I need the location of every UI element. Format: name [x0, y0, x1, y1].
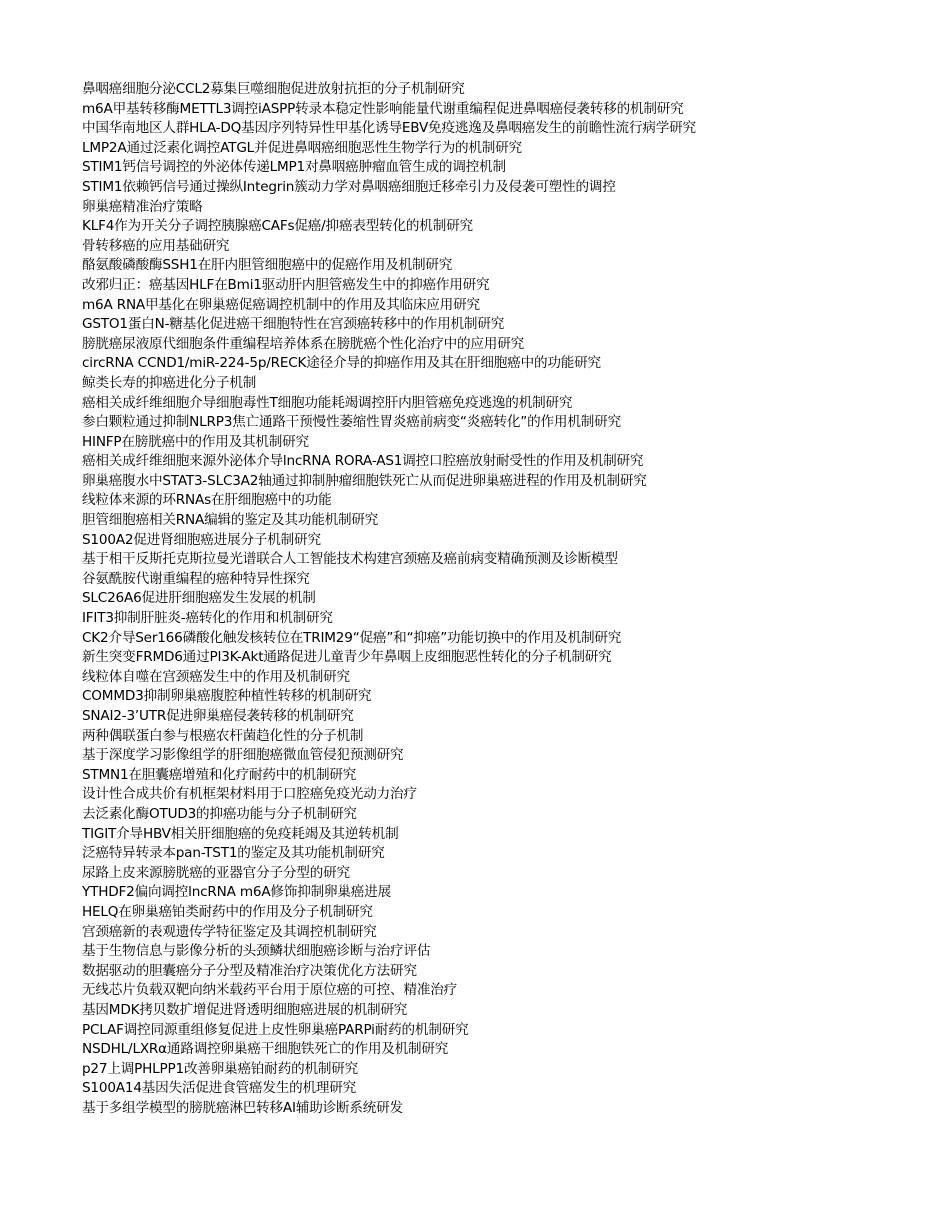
- text-line: STIM1钙信号调控的外泌体传递LMP1对鼻咽癌肿瘤血管生成的调控机制: [82, 159, 506, 176]
- text-line: 泛癌特异转录本pan-TST1的鉴定及其功能机制研究: [82, 845, 385, 862]
- text-line: 线粒体自噬在宫颈癌发生中的作用及机制研究: [82, 668, 350, 685]
- text-line: NSDHL/LXRα通路调控卵巢癌干细胞铁死亡的作用及机制研究: [82, 1041, 449, 1058]
- text-line: 癌相关成纤维细胞来源外泌体介导lncRNA RORA-AS1调控口腔癌放射耐受性的作用及机制研究: [82, 453, 644, 470]
- text-line: 骨转移癌的应用基础研究: [82, 237, 230, 254]
- text-line: HELQ在卵巢癌铂类耐药中的作用及分子机制研究: [82, 903, 373, 920]
- text-line: circRNA CCND1/miR-224-5p/RECK途径介导的抑癌作用及其在肝细胞癌中的功能研究: [82, 355, 601, 372]
- text-line: p27上调PHLPP1改善卵巢癌铂耐药的机制研究: [82, 1060, 359, 1077]
- text-line: PCLAF调控同源重组修复促进上皮性卵巢癌PARPi耐药的机制研究: [82, 1021, 469, 1038]
- text-line: 两种偶联蛋白参与根癌农杆菌趋化性的分子机制: [82, 727, 364, 744]
- text-line: YTHDF2偏向调控lncRNA m6A修饰抑制卵巢癌进展: [82, 884, 391, 901]
- text-line: 卵巢癌腹水中STAT3-SLC3A2轴通过抑制肿瘤细胞铁死亡从而促进卵巢癌进程的作用及机制研究: [82, 472, 647, 489]
- text-line: 中国华南地区人群HLA-DQ基因序列特异性甲基化诱导EBV免疫逃逸及鼻咽癌发生的前瞻性流行病学研究: [82, 120, 696, 137]
- text-line: 数据驱动的胆囊癌分子分型及精准治疗决策优化方法研究: [82, 962, 417, 979]
- text-line: 宫颈癌新的表观遗传学特征鉴定及其调控机制研究: [82, 923, 377, 940]
- text-line: S100A14基因失活促进食管癌发生的机理研究: [82, 1080, 357, 1097]
- text-line: 酪氨酸磷酸酶SSH1在肝内胆管细胞癌中的促癌作用及机制研究: [82, 257, 453, 274]
- text-line: SNAI2-3’UTR促进卵巢癌侵袭转移的机制研究: [82, 708, 354, 724]
- text-line: LMP2A通过泛素化调控ATGL并促进鼻咽癌细胞恶性生物学行为的机制研究: [82, 139, 522, 156]
- text-line: 卵巢癌精准治疗策略: [82, 198, 203, 215]
- text-line: COMMD3抑制卵巢癌腹腔种植性转移的机制研究: [82, 688, 372, 705]
- text-line: 设计性合成共价有机框架材料用于口腔癌免疫光动力治疗: [82, 786, 417, 803]
- text-line: KLF4作为开关分子调控胰腺癌CAFs促癌/抑癌表型转化的机制研究: [82, 218, 473, 235]
- text-line: GSTO1蛋白N-糖基化促进癌干细胞特性在宫颈癌转移中的作用机制研究: [82, 316, 505, 333]
- document-body: [82, 80, 942, 1118]
- text-line: 尿路上皮来源膀胱癌的亚器官分子分型的研究: [82, 864, 350, 881]
- text-line: TIGIT介导HBV相关肝细胞癌的免疫耗竭及其逆转机制: [82, 825, 399, 842]
- text-line: STMN1在胆囊癌增殖和化疗耐药中的机制研究: [82, 766, 357, 783]
- text-line: 基于深度学习影像组学的肝细胞癌微血管侵犯预测研究: [82, 747, 404, 764]
- text-line: 鲸类长寿的抑癌进化分子机制: [82, 374, 257, 391]
- text-line: 基于多组学模型的膀胱癌淋巴转移AI辅助诊断系统研发: [82, 1099, 403, 1116]
- text-line: 线粒体来源的环RNAs在肝细胞癌中的功能: [82, 492, 332, 509]
- text-line: 基因MDK拷贝数扩增促进肾透明细胞癌进展的机制研究: [82, 1001, 408, 1018]
- text-line: 胆管细胞癌相关RNA编辑的鉴定及其功能机制研究: [82, 512, 379, 529]
- text-line: STIM1依赖钙信号通过操纵Integrin簇动力学对鼻咽癌细胞迁移牵引力及侵袭可塑性的调控: [82, 178, 616, 195]
- text-line: 去泛素化酶OTUD3的抑癌功能与分子机制研究: [82, 805, 357, 822]
- text-line: 新生突变FRMD6通过PI3K-Akt通路促进儿童青少年鼻咽上皮细胞恶性转化的分子机制研究: [82, 649, 612, 666]
- text-line: HINFP在膀胱癌中的作用及其机制研究: [82, 433, 309, 450]
- text-line: 基于相干反斯托克斯拉曼光谱联合人工智能技术构建宫颈癌及癌前病变精确预测及诊断模型: [82, 551, 618, 568]
- text-line: SLC26A6促进肝细胞癌发生发展的机制: [82, 590, 316, 607]
- text-line: CK2介导Ser166磷酸化触发核转位在TRIM29“促癌”和“抑癌”功能切换中的作用及机制研究: [82, 629, 622, 646]
- text-line: 参白颗粒通过抑制NLRP3焦亡通路干预慢性萎缩性胃炎癌前病变“炎癌转化”的作用机制研究: [82, 414, 621, 431]
- text-line: 鼻咽癌细胞分泌CCL2募集巨噬细胞促进放射抗拒的分子机制研究: [82, 81, 465, 97]
- text-line: S100A2促进肾细胞癌进展分子机制研究: [82, 531, 321, 548]
- text-line: 无线芯片负载双靶向纳米载药平台用于原位癌的可控、精准治疗: [82, 982, 458, 999]
- text-line: IFIT3抑制肝脏炎-癌转化的作用和机制研究: [82, 610, 333, 627]
- text-line: m6A甲基转移酶METTL3调控iASPP转录本稳定性影响能量代谢重编程促进鼻咽癌侵袭转移的机制研究: [82, 100, 684, 117]
- text-line: 谷氨酰胺代谢重编程的癌种特异性探究: [82, 570, 310, 587]
- text-line: m6A RNA甲基化在卵巢癌促癌调控机制中的作用及其临床应用研究: [82, 296, 480, 313]
- text-line: 基于生物信息与影像分析的头颈鳞状细胞癌诊断与治疗评估: [82, 943, 431, 960]
- text-line: 改邪归正：癌基因HLF在Bmi1驱动肝内胆管癌发生中的抑癌作用研究: [82, 276, 490, 293]
- text-line: 癌相关成纤维细胞介导细胞毒性T细胞功能耗竭调控肝内胆管癌免疫逃逸的机制研究: [82, 394, 573, 411]
- text-line: 膀胱癌尿液原代细胞条件重编程培养体系在膀胱癌个性化治疗中的应用研究: [82, 335, 524, 352]
